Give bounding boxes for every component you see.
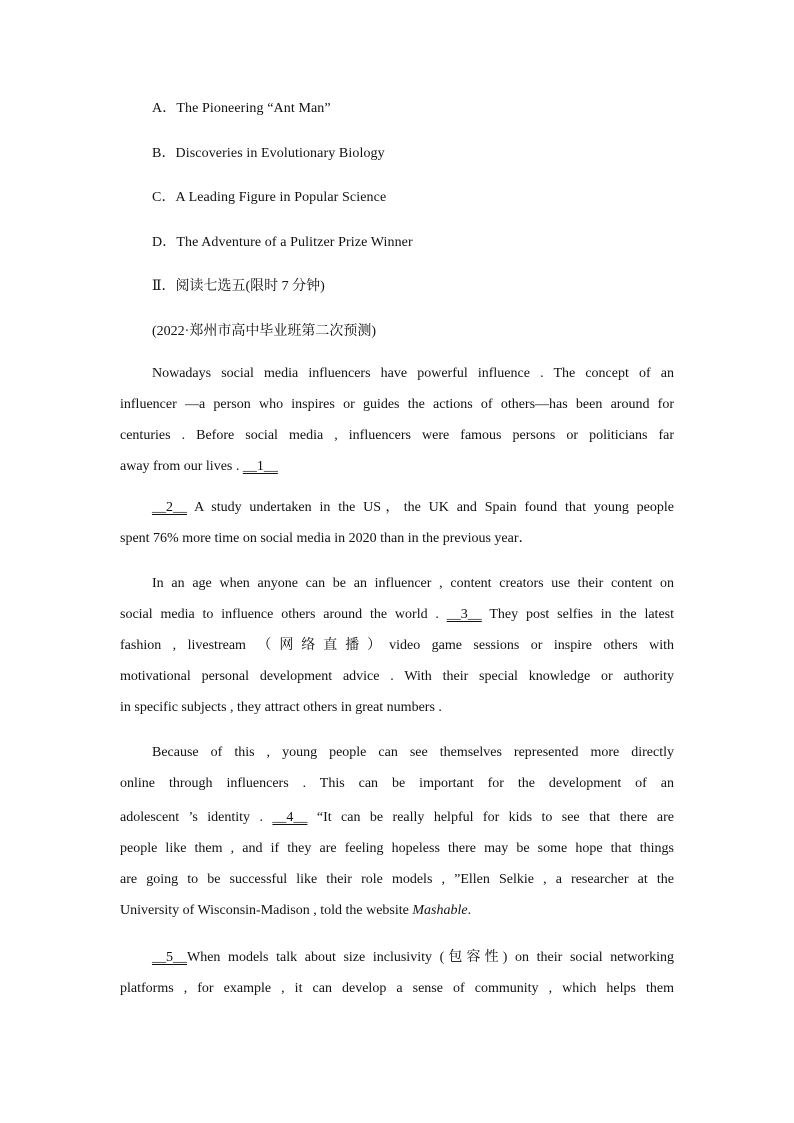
text-line <box>120 901 674 932</box>
text-line <box>120 948 674 979</box>
text-line: spent 76% more time on social media in 2020 than in the previous year． <box>120 531 533 546</box>
text-line: platforms , for example , it can develop a sense of community , which helps them <box>120 981 674 996</box>
text-run: “It can be really helpful for kids to see that there are <box>307 810 674 825</box>
text-line <box>120 457 674 488</box>
text-line: motivational personal development advice . With their special knowledge or authority <box>120 669 674 684</box>
text-line: Because of this , young people can see themselves represented more directly <box>152 745 674 760</box>
section-title: Ⅱ．阅读七选五(限时 7 分钟) <box>152 279 325 294</box>
blank-3: __3__ <box>446 607 482 622</box>
blank-4: __4__ <box>272 810 308 825</box>
option-text: A Leading Figure in Popular Science <box>175 190 387 205</box>
text-run: University of Wisconsin-Madison , told the website <box>120 903 413 918</box>
question-source: (2022·郑州市高中毕业班第二次预测) <box>152 324 376 339</box>
option-text: Discoveries in Evolutionary Biology <box>175 146 385 161</box>
text-run: away from our lives . <box>120 459 243 474</box>
text-run: social media to influence others around the world . <box>120 607 447 622</box>
text-line <box>120 605 674 636</box>
text-line <box>120 805 674 839</box>
website-name: Mashable <box>412 903 468 918</box>
text-line: centuries . Before social media , influencers were famous persons or politicians far <box>120 428 674 443</box>
blank-2: __2__ <box>152 500 187 515</box>
option-letter: D． <box>152 235 177 250</box>
text-run: . <box>467 903 472 918</box>
text-line: In an age when anyone can be an influencer , content creators use their content on <box>152 576 674 591</box>
paragraph-4 <box>120 743 674 932</box>
option-text: The Pioneering “Ant Man” <box>176 101 331 116</box>
text-line <box>120 498 674 529</box>
blank-1: __1__ <box>242 459 278 474</box>
text-run: They post selfies in the latest <box>481 607 674 622</box>
blank-5: __5__ <box>152 950 187 965</box>
text-line: Nowadays social media influencers have powerful influence . The concept of an <box>152 366 674 381</box>
text-line: fashion , livestream （网络直播）video game sessions or inspire others with <box>120 638 674 653</box>
option-c <box>152 186 386 206</box>
option-letter: B． <box>152 146 176 161</box>
text-line: influencer —a person who inspires or guides the actions of others—has been around for <box>120 397 674 412</box>
option-b <box>152 142 385 162</box>
paragraph-2 <box>120 498 674 560</box>
option-d <box>152 231 413 251</box>
text-run: When models talk about size inclusivity (包容性) on their social networking <box>187 950 674 965</box>
text-run: adolescent ’s identity . <box>120 810 273 825</box>
paragraph-5 <box>120 948 674 1010</box>
paragraph-1 <box>120 364 674 488</box>
text-line: are going to be successful like their role models , ”Ellen Selkie , a researcher at the <box>120 872 674 887</box>
option-letter: A． <box>152 101 177 116</box>
text-line: online through influencers . This can be important for the development of an <box>120 776 674 791</box>
option-letter: C． <box>152 190 176 205</box>
option-a <box>152 97 331 117</box>
option-text: The Adventure of a Pulitzer Prize Winner <box>176 235 413 250</box>
text-line: people like them , and if they are feeling hopeless there may be some hope that things <box>120 841 674 856</box>
text-line: in specific subjects , they attract others in great numbers . <box>120 700 442 715</box>
paragraph-3 <box>120 574 674 729</box>
text-run: A study undertaken in the US，the UK and Spain found that young people <box>187 500 674 515</box>
